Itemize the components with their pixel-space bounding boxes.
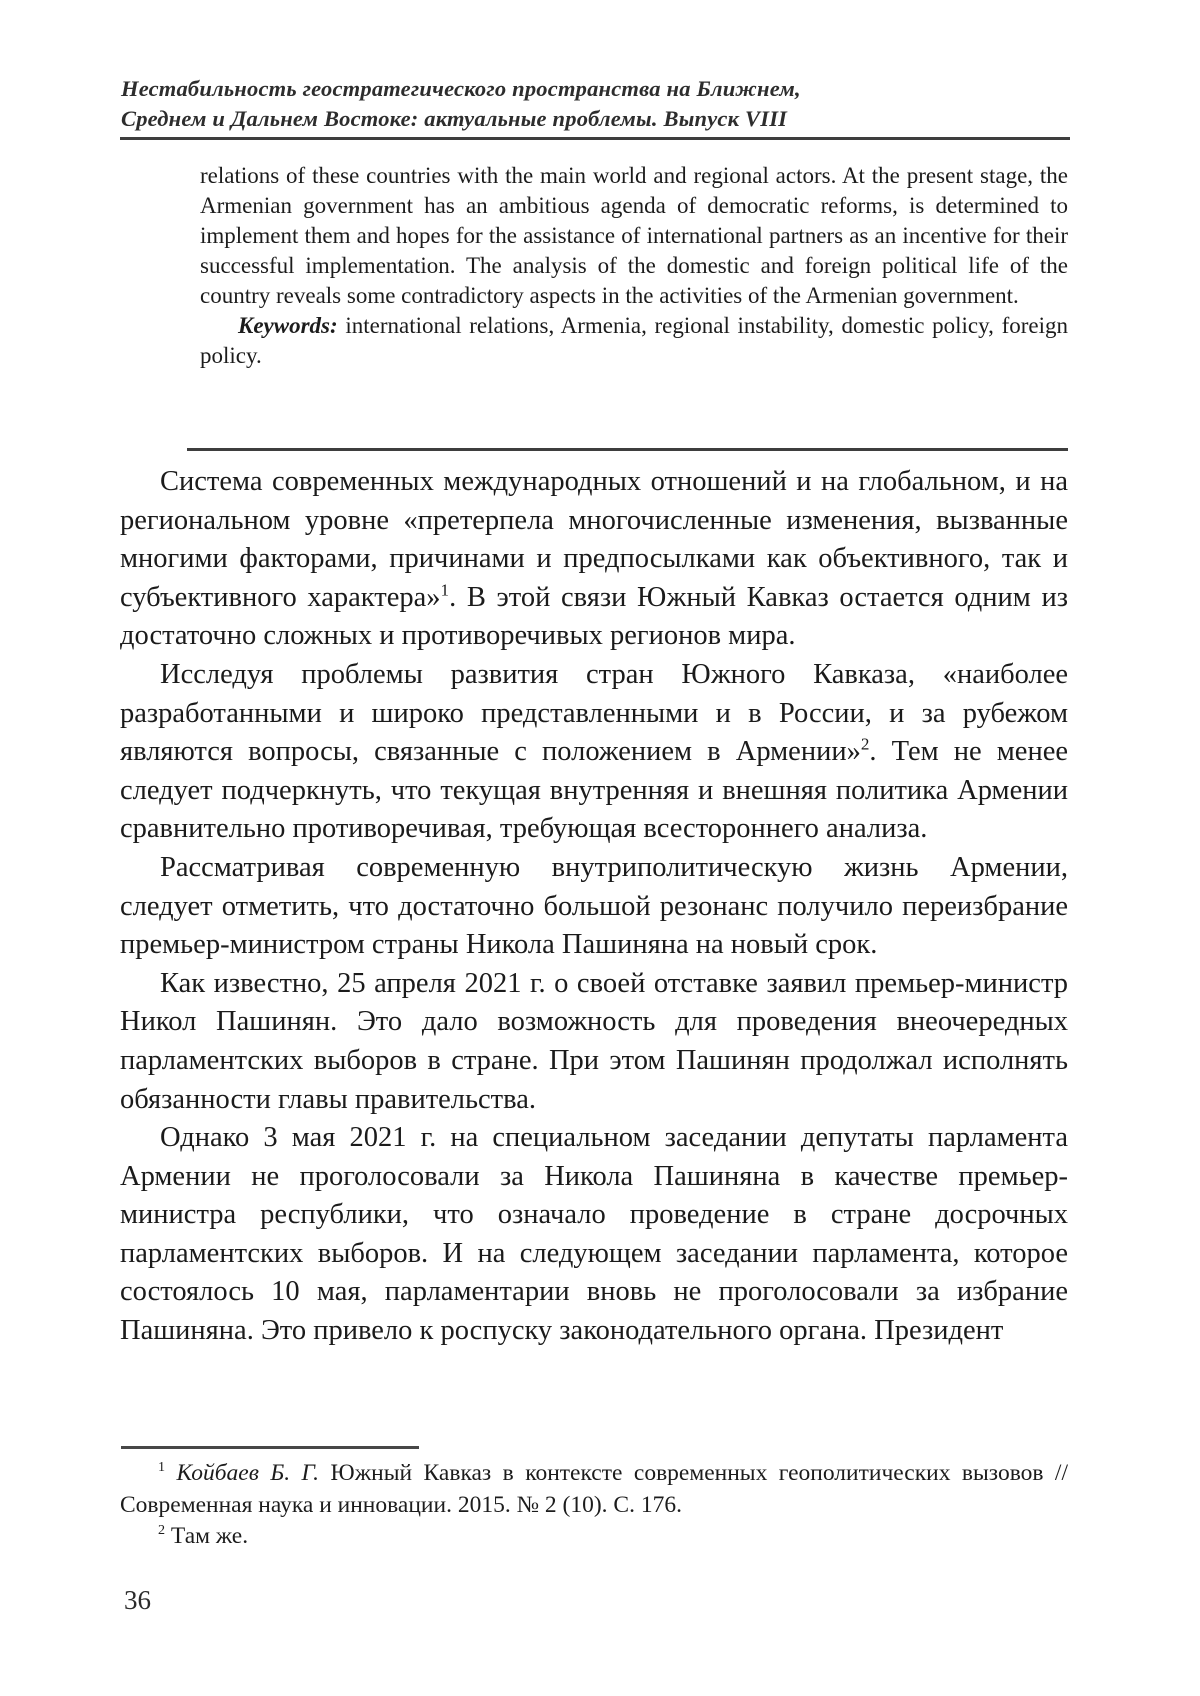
normal-run: Южный Кавказ в контексте современных геополитических вызовов // Современная наука и инновации. 2015. № 2 (10). С. 176. — [120, 1460, 1068, 1518]
footnote-marker: 2 — [860, 734, 870, 754]
footnote — [120, 1458, 1068, 1521]
normal-run: Как известно, 25 апреля 2021 г. о своей отставке заявил премьер-министр Никол Пашинян. Это дало возможность для проведения внеочередных парламентских выборов в стране. При этом Пашинян продолжал исполнять обязанности главы правительства. — [120, 967, 1068, 1115]
normal-run: Исследуя проблемы развития стран Южного Кавказа, «наиболее разработанными и широко представленными и в России, и за рубежом являются вопросы, связанные с положением в Армении» — [120, 658, 1068, 768]
running-header-line1: Нестабильность геостратегического пространства на Ближнем, — [121, 76, 801, 101]
abstract-text: relations of these countries with the main world and regional actors. At the present stage, the Armenian government has an ambitious agenda of democratic reforms, is determined to implement them and hopes for the assistance of international partners as an incentive for their successful implementation. The analysis of the domestic and foreign political life of the country reveals some contradictory aspects in the activities of the Armenian government. — [200, 163, 1068, 308]
page-number: 36 — [124, 1585, 151, 1615]
running-header — [121, 74, 1041, 134]
keywords-paragraph — [200, 311, 1068, 371]
footnotes — [120, 1458, 1068, 1553]
normal-run: . В этой связи Южный Кавказ остается одним из достаточно сложных и противоречивых регионов мира. — [120, 581, 1068, 652]
header-rule — [120, 137, 1070, 140]
body-paragraph — [120, 463, 1068, 656]
normal-run: Однако 3 мая 2021 г. на специальном заседании депутаты парламента Армении не проголосовали за Никола Пашиняна в качестве премьер-министра республики, что означало проведение в стране досрочных парламентских выборов. И на следующем заседании парламента, которое состоялось 10 мая, парламентарии вновь не проголосовали за избрание Пашиняна. Это привело к роспуску законодательного органа. Президент — [120, 1122, 1068, 1347]
abstract-rule — [187, 448, 1068, 451]
footnote-marker: 2 — [158, 1522, 166, 1539]
normal-run: Рассматривая современную внутриполитическую жизнь Армении, следует отметить, что достаточно большой резонанс получило переизбрание премьер-министром страны Никола Пашиняна на новый срок. — [120, 851, 1068, 961]
normal-run: . Тем не менее следует подчеркнуть, что текущая внутренняя и внешняя политика Армении сравнительно противоречивая, требующая всестороннего анализа. — [120, 736, 1068, 845]
normal-run: Там же. — [165, 1523, 249, 1549]
body-paragraph — [120, 849, 1068, 965]
main-text — [120, 463, 1068, 1351]
body-paragraph — [120, 965, 1068, 1119]
footnote-rule — [121, 1446, 419, 1449]
abstract-block — [200, 161, 1068, 371]
body-paragraph — [120, 656, 1068, 849]
keywords-label: Keywords: — [238, 313, 338, 338]
keywords-text: international relations, Armenia, regional instability, domestic policy, foreign policy. — [200, 313, 1068, 368]
body-paragraph — [120, 1119, 1068, 1351]
italic-run: Койбаев Б. Г. — [165, 1460, 320, 1486]
running-header-line2: Среднем и Дальнем Востоке: актуальные проблемы. Выпуск VIII — [121, 106, 788, 131]
footnote-marker: 1 — [158, 1459, 166, 1476]
normal-run: Система современных международных отношений и на глобальном, и на региональном уровне «претерпела многочисленные изменения, вызванные многими факторами, причинами и предпосылками как объективного, так и субъективного характера» — [120, 466, 1068, 613]
footnote — [120, 1521, 1068, 1553]
footnote-marker: 1 — [440, 580, 450, 600]
